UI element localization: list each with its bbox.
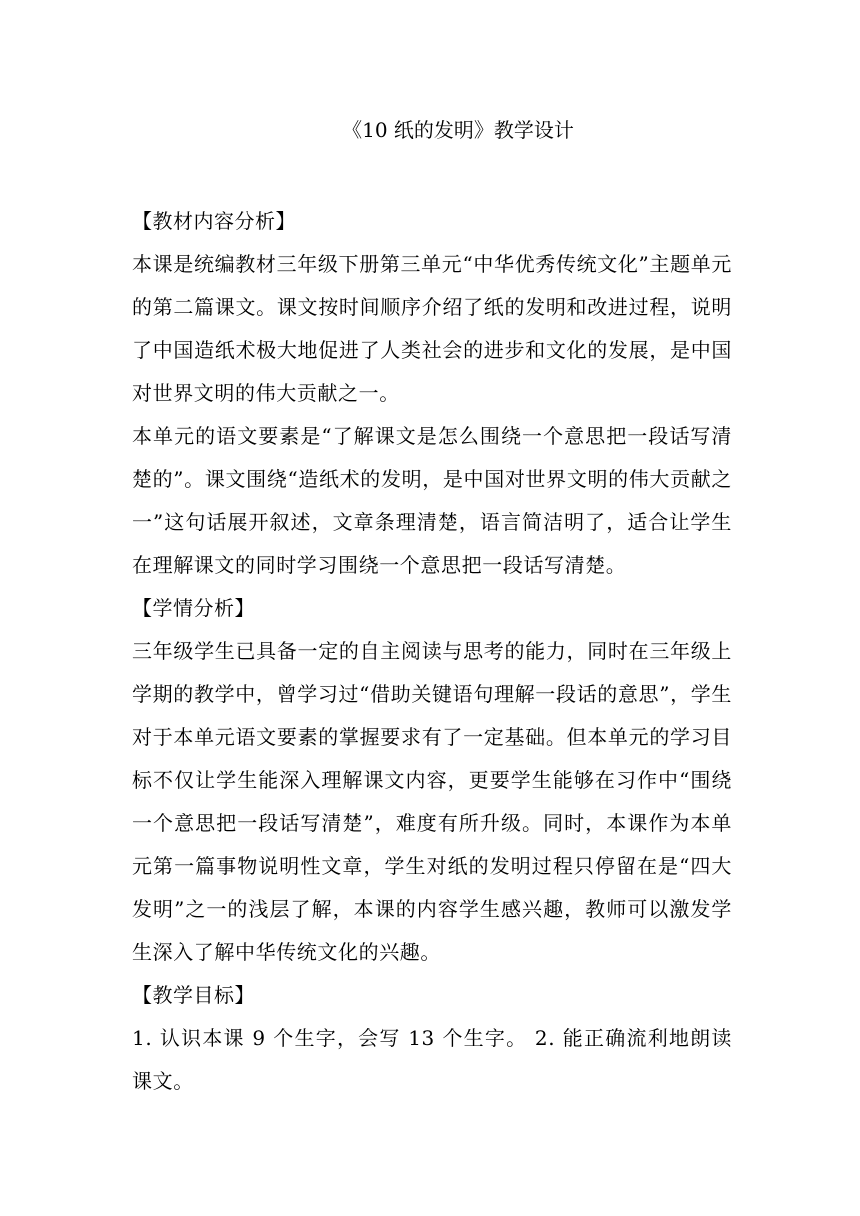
section-heading-student-analysis: 【学情分析】	[132, 596, 255, 620]
paragraph-textbook-analysis-2: 本单元的语文要素是“了解课文是怎么围绕一个意思把一段话写清楚的”。课文围绕“造纸术的发明，是中国对世界文明的伟大贡献之一”这句话展开叙述，文章条理清楚，语言简洁明了，适合让学生在理解课文的同时学习围绕一个意思把一段话写清楚。	[132, 424, 732, 577]
paragraph-teaching-goals: 1. 认识本课 9 个生字，会写 13 个生字。 2. 能正确流利地朗读课文。	[132, 1026, 732, 1093]
paragraph-student-analysis: 三年级学生已具备一定的自主阅读与思考的能力，同时在三年级上学期的教学中，曾学习过“借助关键语句理解一段话的意思”，学生对于本单元语文要素的掌握要求有了一定基础。但本单元的学习目标不仅让学生能深入理解课文内容，更要学生能够在习作中“围绕一个意思把一段话写清楚”，难度有所升级。同时，本课作为本单元第一篇事物说明性文章，学生对纸的发明过程只停留在是“四大发明”之一的浅层了解，本课的内容学生感兴趣，教师可以激发学生深入了解中华传统文化的兴趣。	[132, 639, 732, 964]
section-heading-textbook-analysis: 【教材内容分析】	[132, 209, 296, 233]
paragraph-textbook-analysis-1: 本课是统编教材三年级下册第三单元“中华优秀传统文化”主题单元的第二篇课文。课文按时间顺序介绍了纸的发明和改进过程，说明了中国造纸术极大地促进了人类社会的进步和文化的发展，是中国对世界文明的伟大贡献之一。	[132, 252, 732, 405]
section-heading-teaching-goals: 【教学目标】	[132, 983, 255, 1007]
document-title: 《10 纸的发明》教学设计	[342, 118, 574, 142]
document-body	[132, 200, 732, 1103]
